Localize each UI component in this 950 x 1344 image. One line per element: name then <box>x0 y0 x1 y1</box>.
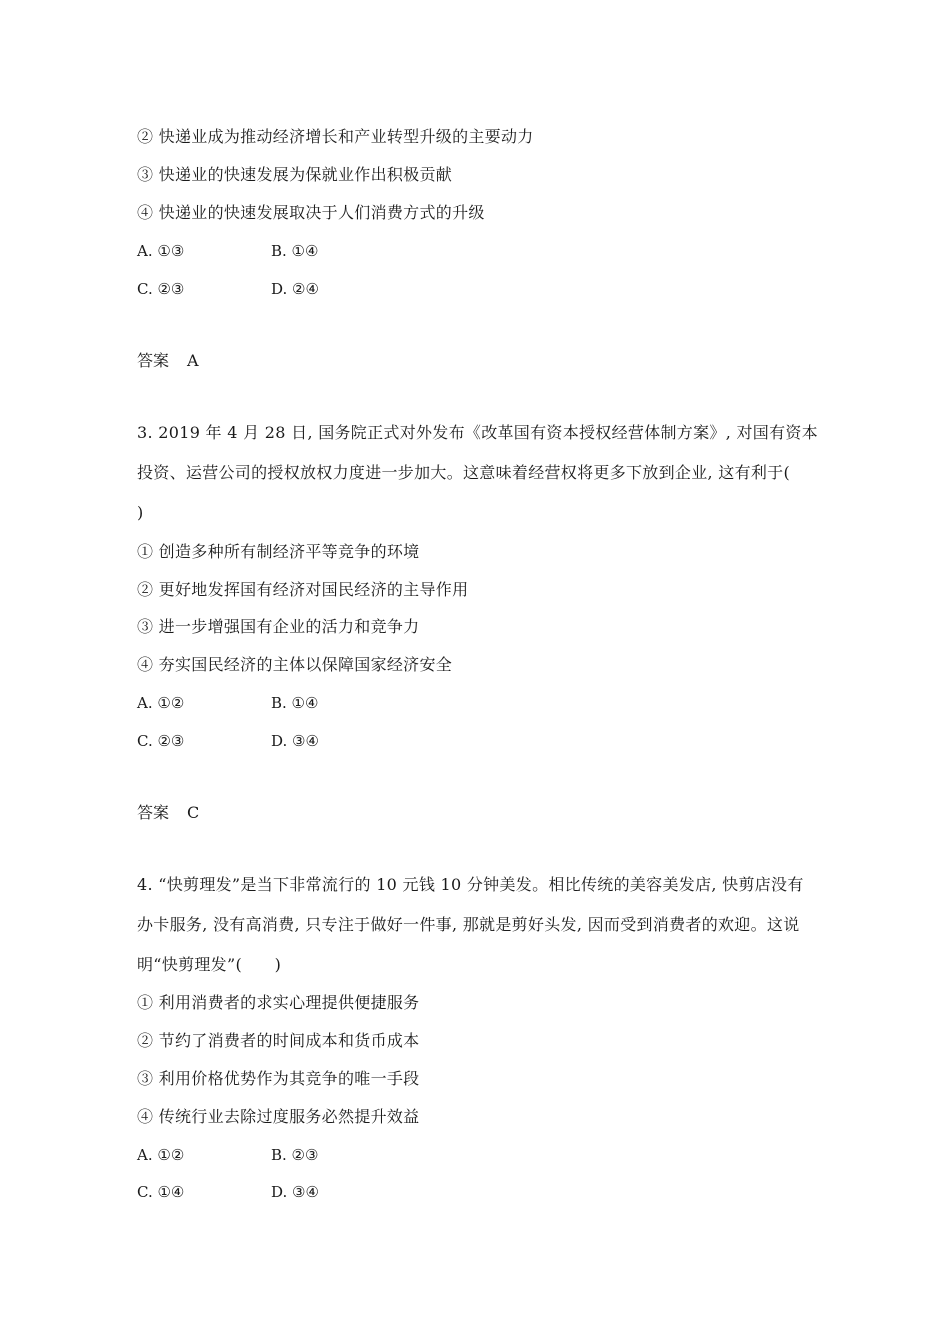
q3-answer-label: 答案 <box>137 803 170 822</box>
q3-stem-line-2: 投资、运营公司的授权放权力度进一步加大。这意味着经营权将更多下放到企业, 这有利于( <box>137 463 791 482</box>
q4-item-2: ② 节约了消费者的时间成本和货币成本 <box>137 1031 420 1050</box>
q4-item-4: ④ 传统行业去除过度服务必然提升效益 <box>137 1107 420 1126</box>
q3-option-c: C. ②③ <box>137 732 185 750</box>
q2-item-4: ④ 快递业的快速发展取决于人们消费方式的升级 <box>137 203 485 222</box>
q2-item-3: ③ 快递业的快速发展为保就业作出积极贡献 <box>137 165 453 184</box>
q4-item-1: ① 利用消费者的求实心理提供便捷服务 <box>137 993 420 1012</box>
q4-option-a: A. ①② <box>137 1146 185 1164</box>
q4-stem-line-1: 4. “快剪理发”是当下非常流行的 10 元钱 10 分钟美发。相比传统的美容美发店, 快剪店没有 <box>137 875 804 894</box>
q2-answer-value: A <box>187 351 199 370</box>
q3-stem-line-3: ) <box>137 503 144 522</box>
q2-option-a: A. ①③ <box>137 242 185 260</box>
q2-option-d: D. ②④ <box>271 280 319 298</box>
q3-answer-value: C <box>187 803 200 822</box>
q3-item-2: ② 更好地发挥国有经济对国民经济的主导作用 <box>137 580 469 599</box>
q3-option-b: B. ①④ <box>271 694 319 712</box>
q3-option-a: A. ①② <box>137 694 185 712</box>
q3-item-1: ① 创造多种所有制经济平等竞争的环境 <box>137 542 420 561</box>
q2-item-2: ② 快递业成为推动经济增长和产业转型升级的主要动力 <box>137 127 534 146</box>
q4-stem-line-2: 办卡服务, 没有高消费, 只专注于做好一件事, 那就是剪好头发, 因而受到消费者的欢迎。这说 <box>137 915 800 934</box>
q2-answer-label: 答案 <box>137 351 170 370</box>
q4-item-3: ③ 利用价格优势作为其竞争的唯一手段 <box>137 1069 420 1088</box>
q4-option-b: B. ②③ <box>271 1146 319 1164</box>
q2-answer <box>137 351 199 371</box>
q3-item-3: ③ 进一步增强国有企业的活力和竞争力 <box>137 617 420 636</box>
q2-option-b: B. ①④ <box>271 242 319 260</box>
q4-stem-line-3: 明“快剪理发”( ) <box>137 955 282 974</box>
q3-stem-line-1: 3. 2019 年 4 月 28 日, 国务院正式对外发布《改革国有资本授权经营体制方案》, 对国有资本 <box>137 423 818 442</box>
q4-option-d: D. ③④ <box>271 1183 319 1201</box>
q3-item-4: ④ 夯实国民经济的主体以保障国家经济安全 <box>137 655 453 674</box>
q3-answer <box>137 803 199 823</box>
q4-option-c: C. ①④ <box>137 1183 185 1201</box>
q3-option-d: D. ③④ <box>271 732 319 750</box>
q2-option-c: C. ②③ <box>137 280 185 298</box>
